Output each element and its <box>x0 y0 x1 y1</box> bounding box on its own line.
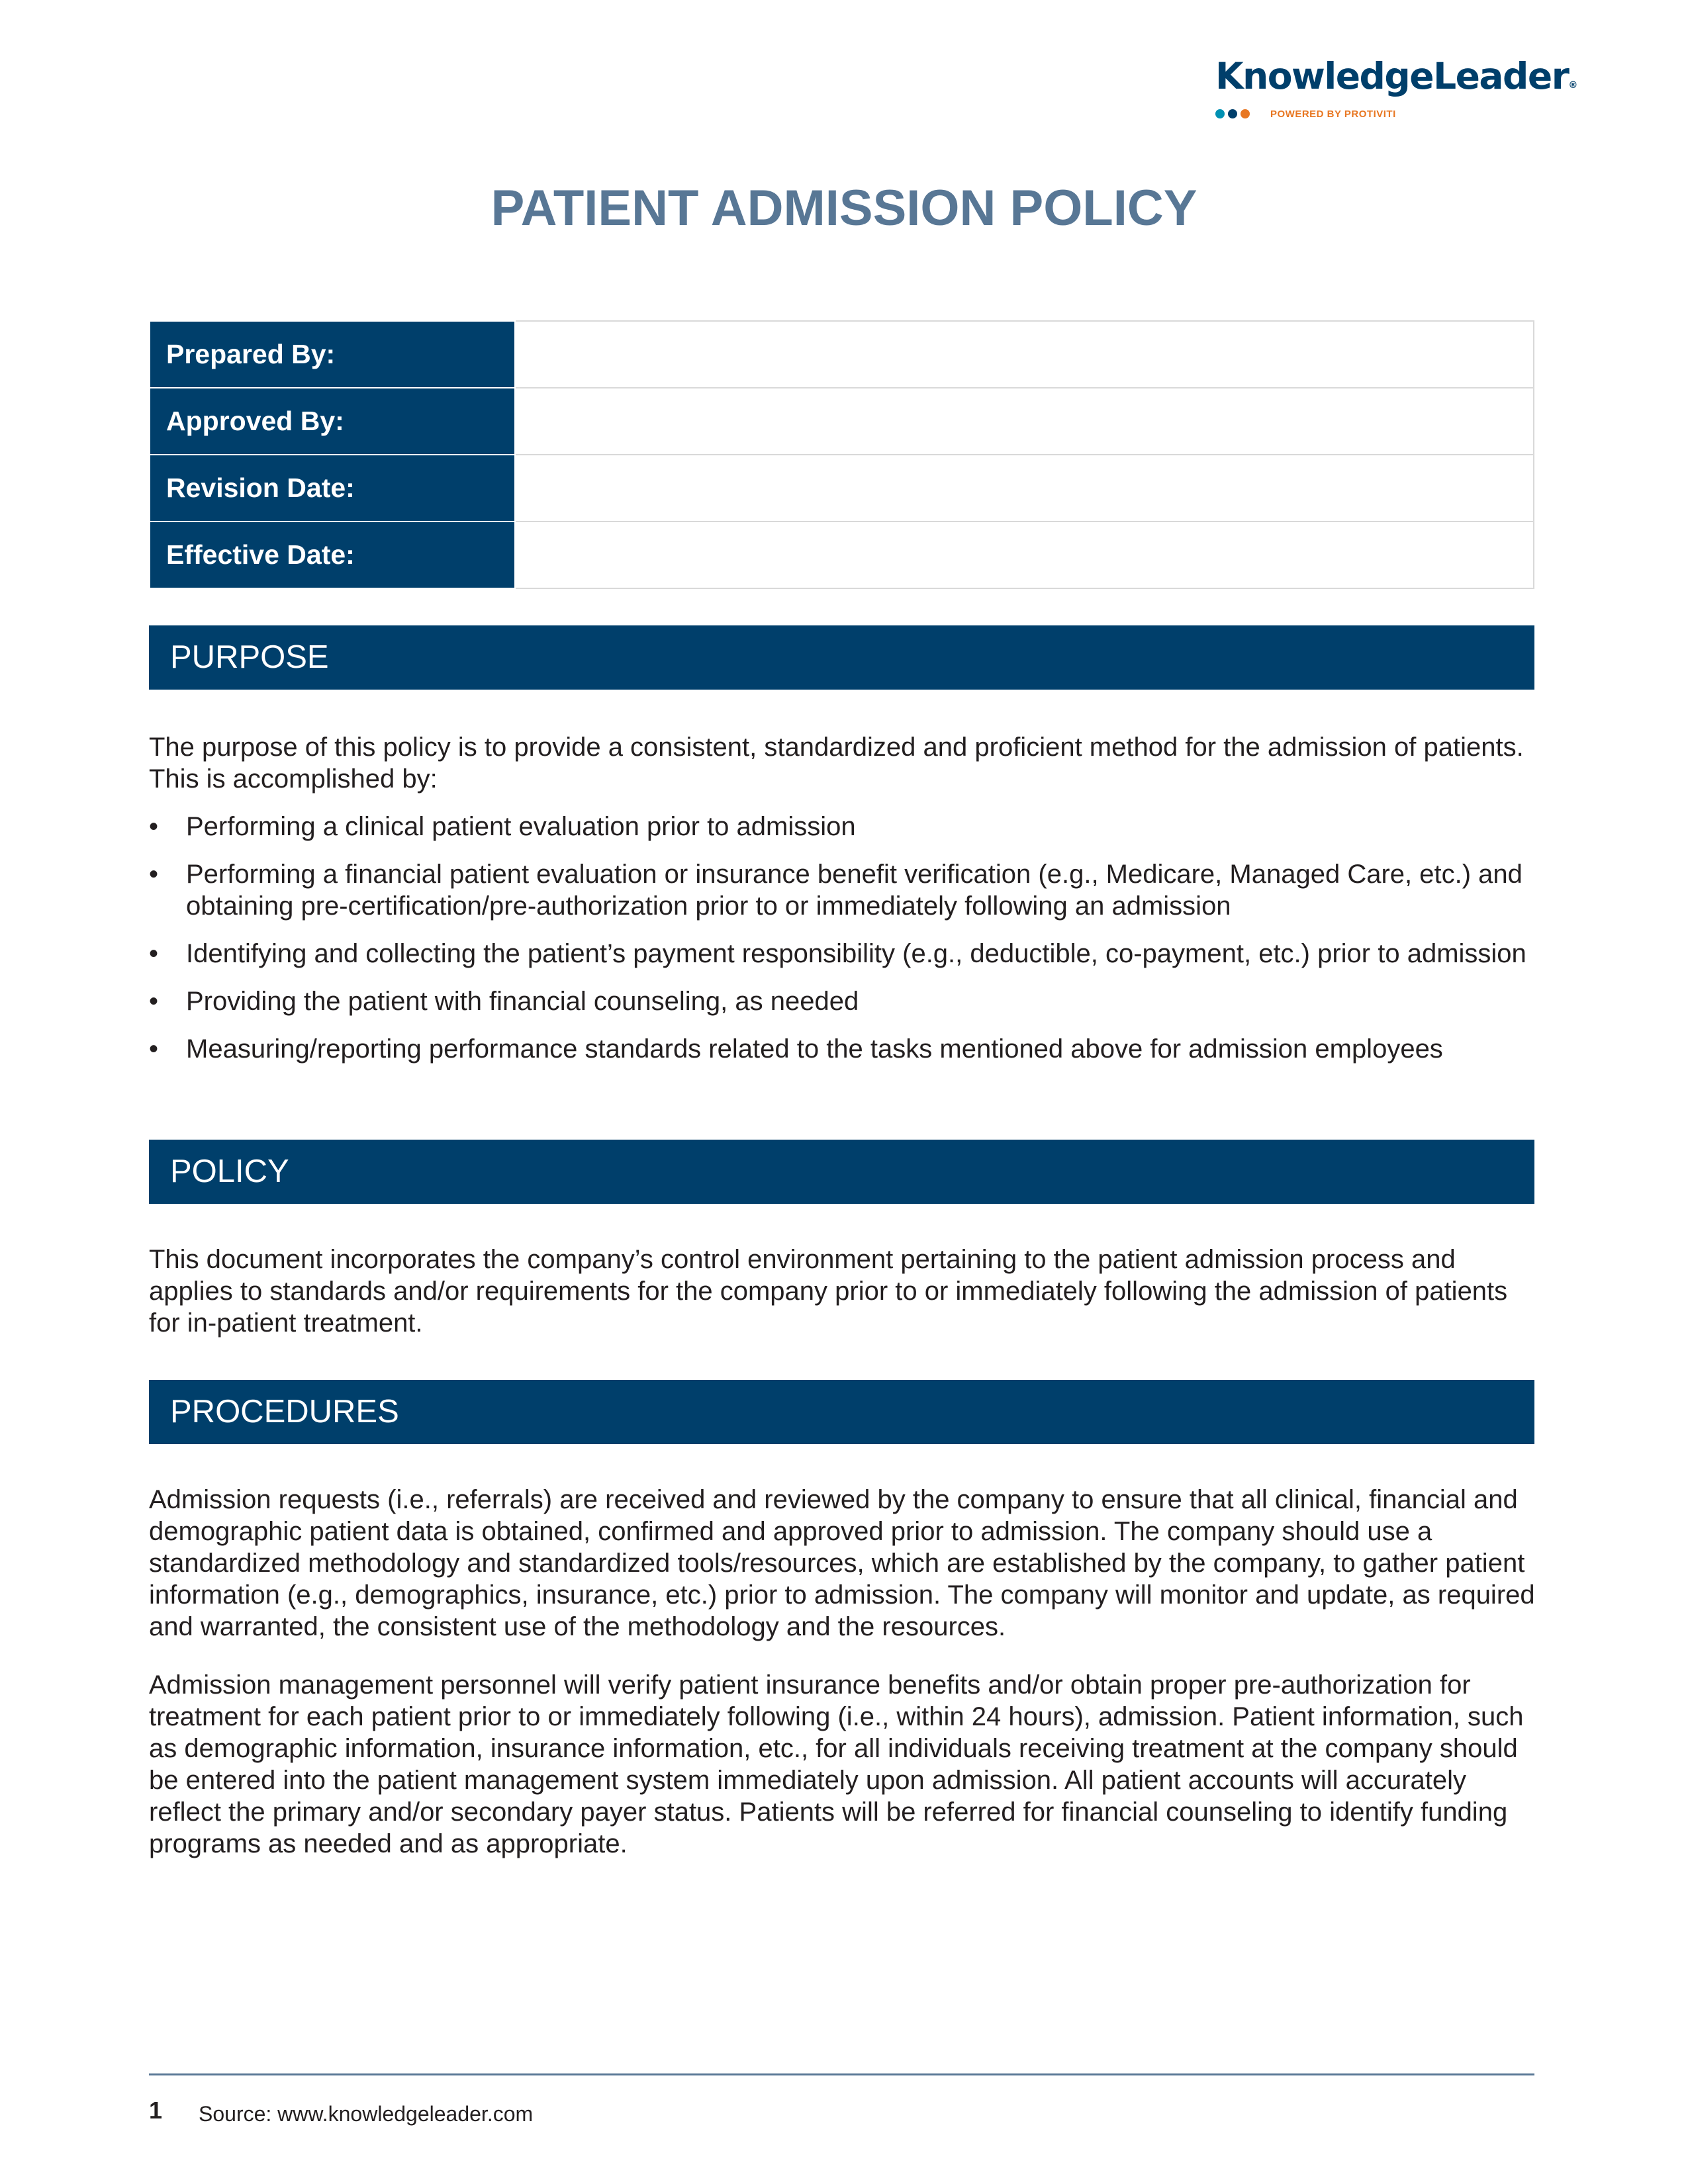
list-item-text: Performing a clinical patient evaluation prior to admission <box>186 812 856 841</box>
procedures-paragraph-2: Admission management personnel will verify patient insurance benefits and/or obtain proper pre-authorization for treatment for each patient prior to or immediately following (i.e., within 24 hours), admission. Patient information, such as demographic information, insurance information, etc., for all individuals receiving treatment at the company should be entered into the patient management system immediately upon admission. All patient accounts will accurately reflect the primary and/or secondary payer status. Patients will be referred for financial counseling to identify funding programs as needed and as appropriate. <box>149 1670 1524 1858</box>
approved-by-value <box>515 388 1534 455</box>
table-row <box>150 522 1534 588</box>
logo-dot-3 <box>1241 109 1250 118</box>
policy-text: This document incorporates the company’s control environment pertaining to the patient admission process and applies to standards and/or requirements for the company prior to or immediately following the admission of patients for in-patient treatment. <box>149 1245 1508 1338</box>
logo-tagline: POWERED BY PROTIVITI <box>1270 108 1396 120</box>
list-item <box>149 985 1539 1017</box>
knowledgeleader-logo <box>1215 53 1577 126</box>
procedures-heading: PROCEDURES <box>149 1380 1534 1444</box>
list-item-text: Providing the patient with financial counseling, as needed <box>186 987 859 1016</box>
logo-dot-1 <box>1215 109 1225 118</box>
revision-date-value <box>515 455 1534 522</box>
bullet-marker: • <box>149 860 159 889</box>
bullet-marker: • <box>149 987 159 1016</box>
purpose-bullet-list <box>149 811 1539 1081</box>
bullet-marker: • <box>149 939 159 968</box>
purpose-intro: The purpose of this policy is to provide a consistent, standardized and proficient method for the admission of patients. This is accomplished by: <box>149 733 1524 794</box>
prepared-by-value <box>515 321 1534 388</box>
purpose-heading: PURPOSE <box>149 625 1534 690</box>
list-item-text: Identifying and collecting the patient’s payment responsibility (e.g., deductible, co-payment, etc.) prior to admission <box>186 939 1526 968</box>
table-row <box>150 388 1534 455</box>
footer-divider <box>149 2073 1534 2075</box>
effective-date-label: Effective Date: <box>150 522 515 588</box>
list-item <box>149 858 1539 922</box>
policy-heading: POLICY <box>149 1140 1534 1204</box>
registered-mark: ® <box>1568 80 1577 91</box>
list-item <box>149 1033 1539 1065</box>
bullet-marker: • <box>149 1034 159 1064</box>
revision-date-label: Revision Date: <box>150 455 515 522</box>
table-row <box>150 455 1534 522</box>
document-title: PATIENT ADMISSION POLICY <box>491 180 1197 236</box>
list-item <box>149 811 1539 842</box>
list-item-text: Performing a financial patient evaluation or insurance benefit verification (e.g., Medicare, Managed Care, etc.) and obtaining pre-certification/pre-authorization prior to or immediately following an admission <box>186 860 1523 921</box>
prepared-by-label: Prepared By: <box>150 321 515 388</box>
page-number: 1 <box>149 2097 163 2124</box>
logo-dot-2 <box>1228 109 1237 118</box>
logo-wordmark: KnowledgeLeader <box>1215 55 1569 97</box>
list-item <box>149 938 1539 970</box>
footer-source: Source: www.knowledgeleader.com <box>199 2102 534 2126</box>
procedures-paragraph-1: Admission requests (i.e., referrals) are received and reviewed by the company to ensure that all clinical, financial and demographic patient data is obtained, confirmed and approved prior to admission. The company should use a standardized methodology and standardized tools/resources, which are established by the company, to gather patient information (e.g., demographics, insurance, etc.) prior to admission. The company will monitor and update, as required and warranted, the consistent use of the methodology and the resources. <box>149 1485 1535 1641</box>
effective-date-value <box>515 522 1534 588</box>
approved-by-label: Approved By: <box>150 388 515 455</box>
bullet-marker: • <box>149 812 159 841</box>
list-item-text: Measuring/reporting performance standards related to the tasks mentioned above for admission employees <box>186 1034 1443 1064</box>
table-row <box>150 321 1534 388</box>
document-info-table <box>149 320 1534 589</box>
